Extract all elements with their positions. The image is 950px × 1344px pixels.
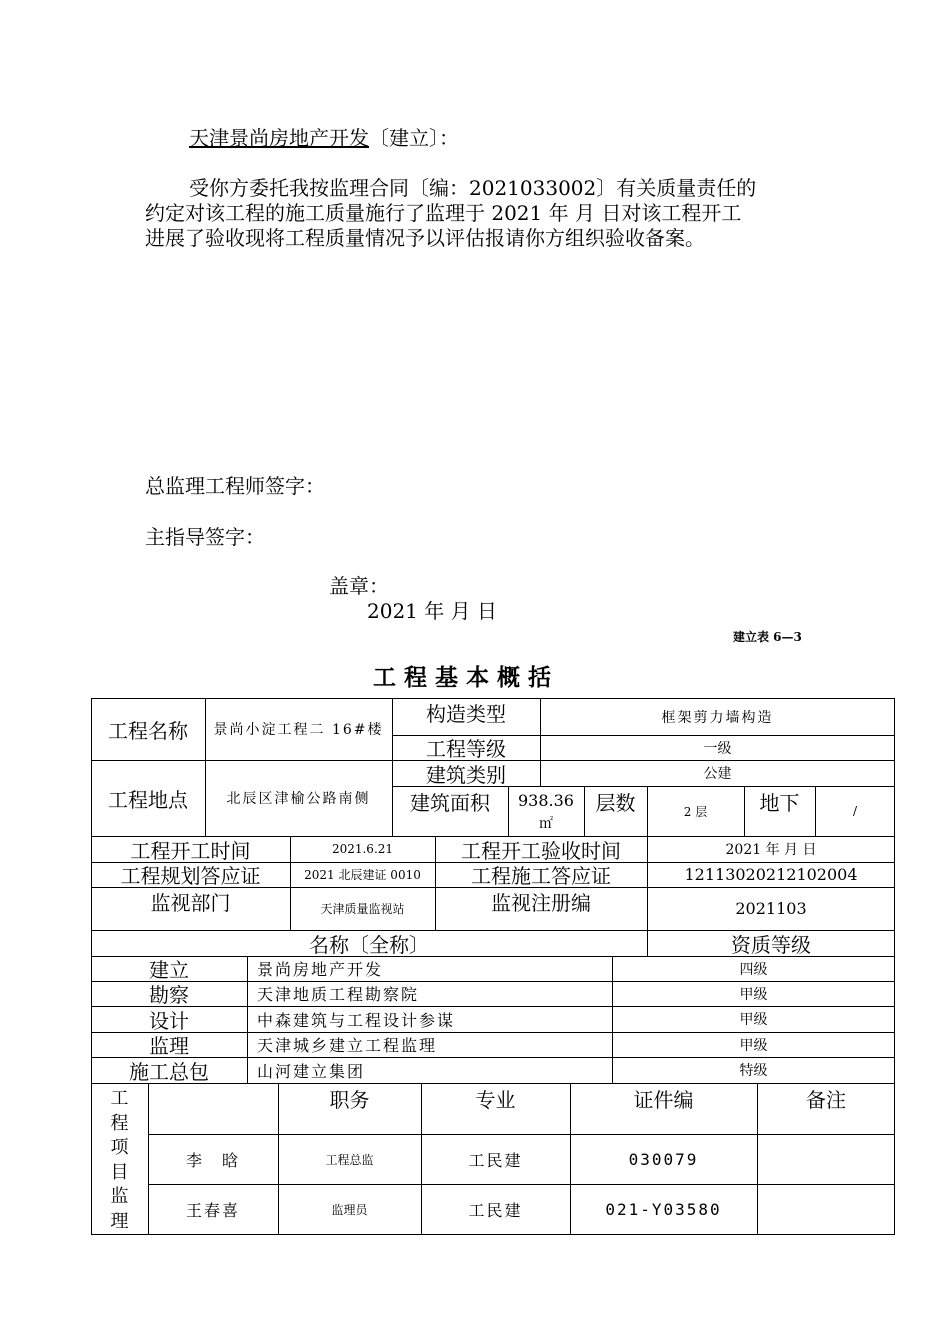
start-acceptance-value: 2021 年 月 日	[725, 842, 817, 858]
side-label-char: 目	[110, 1161, 129, 1183]
supervision-dept-label: 监视部门	[150, 890, 231, 915]
staff-position: 监理员	[331, 1203, 368, 1217]
unit-name: 天津地质工程勘察院	[257, 985, 420, 1004]
unit-name-header: 名称〔全称〕	[309, 932, 429, 957]
unit-grade: 甲级	[739, 1012, 768, 1028]
unit-role: 监理	[149, 1034, 189, 1058]
unit-role: 勘察	[149, 983, 189, 1007]
start-time-value: 2021.6.21	[331, 842, 394, 856]
staff-position: 工程总监	[325, 1152, 374, 1167]
staff-name: 王春喜	[185, 1201, 240, 1220]
building-category-value: 公建	[703, 766, 732, 782]
project-name-value: 景尚小淀工程二 16#楼	[213, 722, 384, 738]
director-signature-label: 主指导签字：	[145, 525, 265, 549]
letter-date: 2021 年 月 日	[367, 599, 497, 623]
form-reference-number: 建立表 6—3	[733, 630, 802, 644]
supervision-reg-value: 2021103	[735, 899, 807, 918]
unit-role: 建立	[149, 958, 189, 982]
unit-grade: 甲级	[739, 1037, 768, 1054]
construction-permit-label: 工程施工答应证	[471, 864, 611, 888]
structure-type-label: 构造类型	[426, 701, 506, 726]
construction-permit-value: 12113020212102004	[684, 865, 858, 884]
addressee: 天津景尚房地产开发	[189, 126, 369, 150]
start-time-label: 工程开工时间	[130, 838, 251, 863]
staff-specialty: 工民建	[468, 1150, 523, 1170]
staff-remark	[757, 1184, 895, 1235]
project-grade-value: 一级	[703, 740, 732, 757]
staff-cert-header: 证件编	[633, 1087, 694, 1112]
side-label-char: 理	[110, 1210, 129, 1232]
unit-role: 施工总包	[129, 1059, 209, 1084]
staff-name: 李 晗	[185, 1150, 240, 1170]
addressee-suffix: 〔建立〕：	[369, 126, 459, 150]
side-label-char: 监	[110, 1186, 129, 1207]
letter-body-line-1: 受你方委托我按监理合同〔编：2021033002〕有关质量责任的	[189, 176, 757, 200]
qualification-header: 资质等级	[731, 932, 811, 957]
side-label-char: 工	[110, 1088, 129, 1109]
addressee-line	[189, 127, 459, 149]
project-grade-label: 工程等级	[426, 737, 506, 761]
staff-specialty: 工民建	[468, 1201, 523, 1220]
planning-permit-label: 工程规划答应证	[120, 864, 261, 888]
location-value: 北辰区津榆公路南侧	[226, 791, 371, 807]
project-name-label: 工程名称	[108, 718, 188, 743]
unit-grade: 四级	[739, 961, 768, 978]
project-supervision-side-label	[91, 1087, 148, 1234]
form-title: 工程基本概括	[373, 664, 559, 691]
letter-body-line-2: 约定对该工程的施工质量施行了监理于 2021 年 月 日对该工程开工	[145, 201, 742, 225]
unit-grade: 甲级	[739, 986, 768, 1003]
side-label-char: 项	[110, 1137, 129, 1158]
unit-name: 山河建立集团	[257, 1061, 366, 1081]
staff-cert-no: 030079	[628, 1149, 699, 1169]
seal-label: 盖章：	[329, 574, 389, 598]
unit-grade: 特级	[739, 1063, 768, 1079]
underground-value: /	[852, 804, 858, 818]
structure-type-value: 框架剪力墙构造	[661, 709, 774, 726]
letter-body-line-3: 进展了验收现将工程质量情况予以评估报请你方组织验收备案。	[145, 226, 705, 250]
supervision-reg-label: 监视注册编	[491, 890, 591, 915]
floors-value: 2 层	[683, 804, 708, 819]
unit-role: 设计	[149, 1008, 189, 1033]
planning-permit-value: 2021 北辰建证 0010	[304, 868, 421, 882]
staff-specialty-header: 专业	[475, 1087, 516, 1112]
start-acceptance-label: 工程开工验收时间	[461, 838, 621, 863]
staff-position-header: 职务	[329, 1087, 370, 1112]
building-area-label: 建筑面积	[410, 790, 490, 815]
underground-label: 地下	[759, 790, 800, 815]
unit-name: 景尚房地产开发	[257, 960, 384, 979]
location-label: 工程地点	[108, 787, 188, 812]
building-area-value: 938.36	[518, 790, 574, 810]
supervision-dept-value: 天津质量监视站	[320, 902, 405, 916]
floors-label: 层数	[595, 790, 636, 815]
unit-name: 中森建筑与工程设计参谋	[257, 1010, 456, 1030]
staff-cert-no: 021-Y03580	[605, 1200, 722, 1219]
unit-name: 天津城乡建立工程监理	[257, 1036, 438, 1055]
building-area-unit: ㎡	[539, 816, 553, 832]
chief-engineer-signature-label: 总监理工程师签字：	[145, 474, 325, 498]
staff-remark	[757, 1134, 895, 1184]
building-category-label: 建筑类别	[426, 762, 506, 787]
staff-remark-header: 备注	[806, 1087, 846, 1112]
side-label-char: 程	[110, 1112, 129, 1134]
